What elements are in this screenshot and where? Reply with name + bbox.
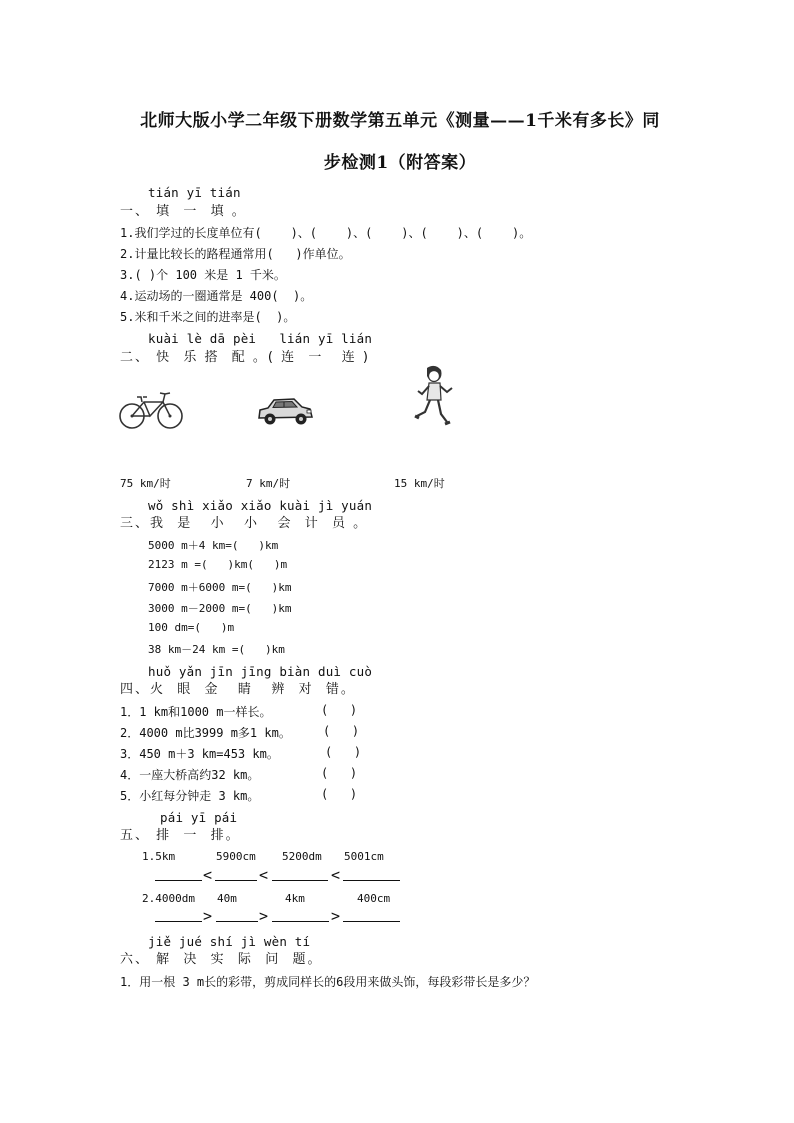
page-title-line2: 步检测1（附答案） [323, 153, 477, 173]
section4-item-5: 5．小红每分钟走 3 km。 [120, 789, 260, 803]
answer-blank[interactable] [343, 921, 400, 922]
answer-blank[interactable] [272, 921, 329, 922]
section3-item-6: 38 km－24 km =( )km [148, 643, 285, 656]
section6-heading: 六、 解 决 实 际 问 题。 [120, 952, 323, 967]
greater-than-sign: > [259, 907, 269, 925]
section3-pinyin: wǒ shì xiǎo xiǎo kuài jì yuán [148, 498, 373, 513]
answer-blank[interactable] [272, 880, 328, 881]
speed-label-1: 75 km/时 [120, 477, 171, 490]
section3-item-1: 5000 m＋4 km=( )km [148, 539, 279, 552]
less-than-sign: < [331, 866, 341, 884]
answer-bracket: ( ) [321, 787, 358, 801]
section3-heading: 三、我 是 小 小 会 计 员 。 [120, 516, 369, 531]
sort-row2-label: 2.4000dm [142, 892, 195, 905]
section1-item-4: 4.运动场的一圈通常是 400( )。 [120, 289, 313, 303]
section4-heading: 四、火 眼 金 睛 辨 对 错。 [120, 682, 356, 697]
section1-item-3: 3.( )个 100 米是 1 千米。 [120, 268, 286, 282]
section5-pinyin: pái yī pái [160, 810, 238, 825]
speed-label-3: 15 km/时 [394, 477, 445, 490]
section1-item-5: 5.米和千米之间的进率是( )。 [120, 310, 296, 324]
running-girl-icon [413, 364, 455, 430]
page-title-line1: 北师大版小学二年级下册数学第五单元《测量——1千米有多长》同 [140, 111, 660, 131]
section2-heading: 二、 快 乐 搭 配 。( 连 一 连 ) [120, 350, 370, 365]
answer-bracket: ( ) [323, 724, 360, 738]
section1-item-1: 1.我们学过的长度单位有( )、( )、( )、( )、( )。 [120, 226, 532, 240]
section3-item-3: 7000 m＋6000 m=( )km [148, 581, 292, 594]
section3-item-2: 2123 m =( )km( )m [148, 558, 288, 571]
answer-blank[interactable] [215, 880, 257, 881]
less-than-sign: < [203, 866, 213, 884]
bicycle-icon [118, 388, 184, 432]
sort-row1-item: 5001cm [344, 850, 384, 863]
section1-item-2: 2.计量比较长的路程通常用( )作单位。 [120, 247, 351, 261]
section4-item-4: 4．一座大桥高约32 km。 [120, 768, 260, 782]
less-than-sign: < [259, 866, 269, 884]
answer-blank[interactable] [216, 921, 258, 922]
car-icon [256, 394, 314, 428]
speed-label-2: 7 km/时 [246, 477, 291, 490]
answer-bracket: ( ) [321, 766, 358, 780]
answer-blank[interactable] [343, 880, 400, 881]
section3-item-4: 3000 m－2000 m=( )km [148, 602, 292, 615]
greater-than-sign: > [203, 907, 213, 925]
section4-item-2: 2．4000 m比3999 m多1 km。 [120, 726, 291, 740]
section4-item-3: 3．450 m＋3 km=453 km。 [120, 747, 279, 761]
answer-bracket: ( ) [325, 745, 362, 759]
sort-row1-item: 5200dm [282, 850, 322, 863]
sort-row2-item: 4km [285, 892, 305, 905]
sort-row1-item: 5900cm [216, 850, 256, 863]
answer-blank[interactable] [155, 880, 202, 881]
section3-item-5: 100 dm=( )m [148, 621, 235, 634]
answer-blank[interactable] [155, 921, 202, 922]
section1-pinyin: tián yī tián [148, 185, 241, 200]
sort-row2-item: 40m [217, 892, 237, 905]
section6-item-1: 1．用一根 3 m长的彩带，剪成同样长的6段用来做头饰，每段彩带长是多少？ [120, 975, 536, 989]
section4-item-1: 1．1 km和1000 m一样长。 [120, 705, 272, 719]
section4-pinyin: huǒ yǎn jīn jīng biàn duì cuò [148, 664, 373, 679]
section2-pinyin: kuài lè dā pèi lián yī lián [148, 331, 373, 346]
section5-heading: 五、 排 一 排。 [120, 828, 241, 843]
sort-row2-item: 400cm [357, 892, 391, 905]
section1-heading: 一、 填 一 填 。 [120, 204, 247, 219]
answer-bracket: ( ) [321, 703, 358, 717]
sort-row1-label: 1.5km [142, 850, 176, 863]
section6-pinyin: jiě jué shí jì wèn tí [148, 934, 311, 949]
greater-than-sign: > [331, 907, 341, 925]
